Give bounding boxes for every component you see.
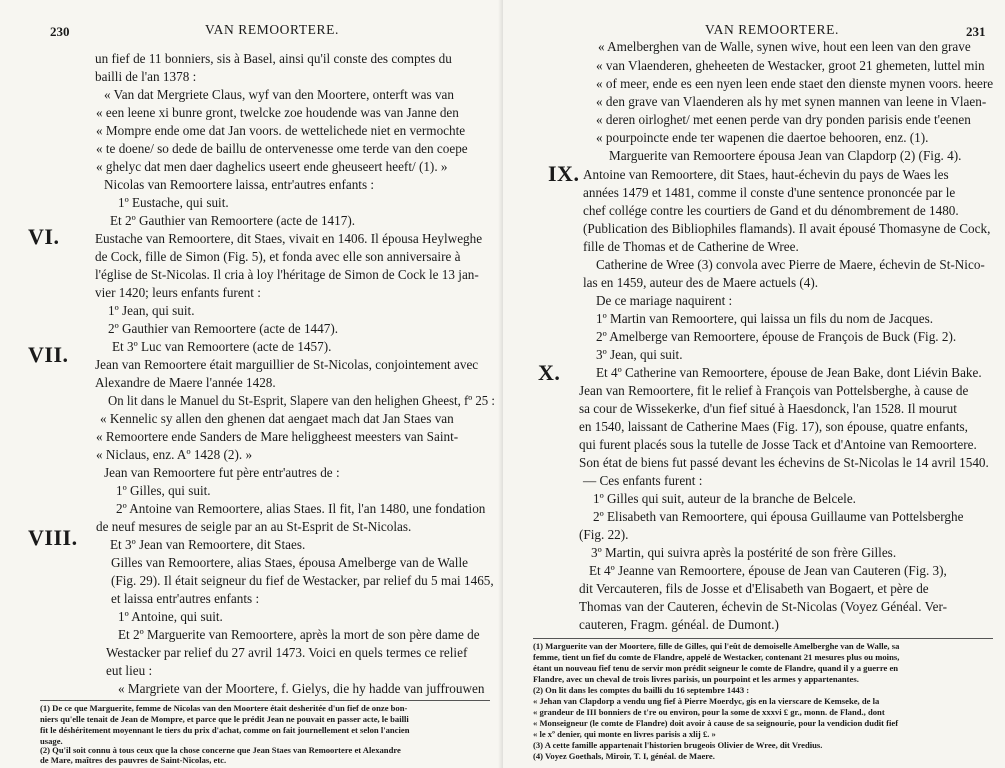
text-line: 3º Jean, qui suit. bbox=[596, 347, 683, 362]
text-line: 2º Elisabeth van Remoortere, qui épousa Guillaume van Pottelsberghe bbox=[593, 509, 964, 524]
footnote-line: « Jehan van Clapdorp a vendu ung fief à Pierre Moerdyc, gis en la vierscare de Kemseke, de la bbox=[533, 696, 880, 706]
text-line: 2º Gauthier van Remoortere (acte de 1447). bbox=[108, 321, 339, 336]
text-line: On lit dans le Manuel du St-Esprit, Slapere van den helighen Gheest, fº 25 : bbox=[108, 393, 495, 408]
text-line: Et 3º Luc van Remoortere (acte de 1457). bbox=[112, 339, 332, 354]
footnote-line: « Monseigneur (le comte de Flandre) doit avoir à cause de sa seignourie, pour la vendicion dudit fief bbox=[533, 718, 899, 728]
right-page bbox=[503, 0, 1005, 768]
text-line: cauteren, Fragm. généal. de Dumont.) bbox=[579, 617, 779, 632]
text-line: (Fig. 22). bbox=[579, 527, 629, 542]
text-line: 2º Antoine van Remoortere, alias Staes. Il fit, l'an 1480, une fondation bbox=[116, 501, 486, 516]
generation-x: X. bbox=[538, 360, 561, 385]
text-line: sa cour de Wissekerke, d'un fief situé à Haesdonck, l'an 1528. Il mourut bbox=[579, 401, 957, 416]
text-line: « Mompre ende ome dat Jan voors. de wettelichede niet en vermochte bbox=[96, 123, 466, 138]
text-line: « ghelyc dat men daer daghelics useert ende gheuseert heeft/ (1). » bbox=[96, 159, 448, 174]
footnote-line: fit le déshéritement moyennant le tiers du prix d'achat, comme on fait journellement et selon l'ancien bbox=[40, 725, 410, 735]
text-line: — Ces enfants furent : bbox=[583, 473, 703, 488]
text-line: « of meer, ende es een nyen leen ende staet den dienste mynen voors. heere bbox=[596, 76, 994, 91]
text-line: Catherine de Wree (3) convola avec Pierre de Maere, échevin de St-Nico- bbox=[596, 257, 985, 272]
text-line: las en 1459, auteur des de Maere actuels (4). bbox=[583, 275, 819, 290]
text-line: un fief de 11 bonniers, sis à Basel, ainsi qu'il conste des comptes du bbox=[95, 51, 452, 66]
page-number-left: 230 bbox=[50, 24, 70, 39]
footnote-line: « le xº denier, qui monte en livres parisis a xlij £. » bbox=[533, 729, 716, 739]
footnote-line: femme, tient un fief du comte de Flandre, appelé de Westacker, contenant 21 mesures plus ou moins, bbox=[533, 652, 900, 662]
generation-vi: VI. bbox=[28, 224, 60, 249]
footnote-line: (1) Marguerite van der Moortere, fille de Gilles, qui l'eût de demoiselle Amelberghe van de Walle, sa bbox=[533, 641, 900, 651]
footnote-line: usage. bbox=[40, 736, 63, 746]
text-line: « pourpoincte ende ter wapenen die daertoe behooren, enz. (1). bbox=[596, 130, 929, 145]
text-line: Jean van Remoortere, fit le relief à François van Pottelsberghe, à cause de bbox=[579, 383, 969, 398]
text-line: de Cock, fille de Simon (Fig. 5), et fonda avec elle son anniversaire à bbox=[95, 249, 461, 264]
footnote-rule bbox=[533, 638, 993, 639]
text-line: Nicolas van Remoortere laissa, entr'autres enfants : bbox=[104, 177, 375, 192]
text-line: « Margriete van der Moortere, f. Gielys, die hy hadde van juffrouwen bbox=[118, 681, 485, 696]
text-line: eut lieu : bbox=[106, 663, 153, 678]
text-line: de neuf mesures de seigle par an au St-Esprit de St-Nicolas. bbox=[96, 519, 412, 534]
running-head-left: VAN REMOORTERE. bbox=[205, 22, 339, 37]
text-line: 3º Martin, qui suivra après la postérité de son frère Gilles. bbox=[591, 545, 897, 560]
text-line: Westacker par relief du 27 avril 1473. Voici en quels termes ce relief bbox=[106, 645, 468, 660]
page-number-right: 231 bbox=[966, 24, 986, 39]
footnote-line: « grandeur de III bonniers de t're ou environ, pour la some de xxxvi £ gr., monn. de Fland., dont bbox=[533, 707, 885, 717]
footnote-line: niers qu'elle tenait de Jean de Mompre, et parce que le prédit Jean ne pouvait en passer acte, le bailli bbox=[40, 714, 409, 724]
text-line: Et 4º Jeanne van Remoortere, épouse de Jean van Cauteren (Fig. 3), bbox=[589, 563, 947, 578]
text-line: bailli de l'an 1378 : bbox=[95, 69, 197, 84]
footnote-line: Flandre, avec un cheval de trois livres parisis, un pourpoint et les armes y appartenantes. bbox=[533, 674, 859, 684]
text-line: Alexandre de Maere l'année 1428. bbox=[95, 375, 276, 390]
text-line: « deren oirloghet/ met eenen perde van dry ponden parisis ende t'eenen bbox=[596, 112, 971, 127]
footnote-line: (4) Voyez Goethals, Miroir, T. I, généal. de Maere. bbox=[533, 751, 715, 761]
text-line: Et 3º Jean van Remoortere, dit Staes. bbox=[110, 537, 306, 552]
generation-vii: VII. bbox=[28, 342, 69, 367]
text-line: 1º Martin van Remoortere, qui laissa un fils du nom de Jacques. bbox=[596, 311, 934, 326]
text-line: Jean van Remoortere était marguillier de St-Nicolas, conjointement avec bbox=[95, 357, 479, 372]
text-line: vier 1420; leurs enfants furent : bbox=[95, 285, 261, 300]
running-head-right: VAN REMOORTERE. bbox=[705, 22, 839, 37]
text-line: Gilles van Remoortere, alias Staes, épousa Amelberge van de Walle bbox=[111, 555, 468, 570]
text-line: l'église de St-Nicolas. Il cria à loy l'héritage de Simon de Cock le 13 jan- bbox=[95, 267, 479, 282]
text-line: « van Vlaenderen, gheheeten de Westacker, groot 21 ghemeten, luttel min bbox=[596, 58, 985, 73]
generation-ix: IX. bbox=[548, 161, 580, 186]
text-line: Marguerite van Remoortere épousa Jean van Clapdorp (2) (Fig. 4). bbox=[609, 148, 962, 163]
text-line: Thomas van der Cauteren, échevin de St-Nicolas (Voyez Généal. Ver- bbox=[579, 599, 947, 614]
footnote-line: (3) A cette famille appartenait l'historien brugeois Olivier de Wree, dit Vredius. bbox=[533, 740, 823, 750]
text-line: 1º Gilles qui suit, auteur de la branche de Belcele. bbox=[593, 491, 856, 506]
generation-viii: VIII. bbox=[28, 525, 78, 550]
text-line: Son état de biens fut passé devant les échevins de St-Nicolas le 14 avril 1540. bbox=[579, 455, 989, 470]
text-line: « een leene xi bunre gront, twelcke zoe houdende was van Janne den bbox=[96, 105, 459, 120]
text-line: 1º Antoine, qui suit. bbox=[118, 609, 223, 624]
text-line: « Van dat Mergriete Claus, wyf van den Moortere, onterft was van bbox=[104, 87, 454, 102]
text-line: fille de Thomas et de Catherine de Wree. bbox=[583, 239, 799, 254]
text-line: « Amelberghen van de Walle, synen wive, hout een leen van den grave bbox=[598, 39, 971, 54]
text-line: « den grave van Vlaenderen als hy met synen mannen van leene in Vlaen- bbox=[596, 94, 987, 109]
footnote-line: de Mare, maîtres des pauvres de Saint-Nicolas, etc. bbox=[40, 755, 227, 765]
text-line: Et 4º Catherine van Remoortere, épouse de Jean Bake, dont Liévin Bake. bbox=[596, 365, 982, 380]
text-line: « Remoortere ende Sanders de Mare heliggheest meesters van Saint- bbox=[96, 429, 459, 444]
footnote-line: étant un nouveau fief tenu de servir mon prédit seigneur le comte de Flandre, quand il y a guerre en bbox=[533, 663, 899, 673]
text-line: en 1540, laissant de Catherine Maes (Fig. 17), son épouse, quatre enfants, bbox=[579, 419, 968, 434]
text-line: « Kennelic sy allen den ghenen dat aengaet mach dat Jan Staes van bbox=[100, 411, 454, 426]
text-line: années 1479 et 1481, comme il conste d'une sentence prononcée par le bbox=[583, 185, 956, 200]
text-line: qui furent placés sous la tutelle de Josse Tack et d'Antoine van Remoortere. bbox=[579, 437, 977, 452]
text-line: chef collége contre les courtiers de Gand et du dénombrement de 1480. bbox=[583, 203, 959, 218]
footnote-line: (2) Qu'il soit connu à tous ceux que la chose concerne que Jean Staes van Remoortere et Alexandre bbox=[40, 745, 401, 755]
text-line: 1º Eustache, qui suit. bbox=[118, 195, 229, 210]
footnote-line: (1) De ce que Marguerite, femme de Nicolas van den Moortere était desheritée d'un fief de onze bon- bbox=[40, 703, 408, 713]
text-line: 1º Jean, qui suit. bbox=[108, 303, 195, 318]
text-line: De ce mariage naquirent : bbox=[596, 293, 733, 308]
text-line: (Fig. 29). Il était seigneur du fief de Westacker, par relief du 5 mai 1465, bbox=[111, 573, 494, 588]
text-line: « te doene/ so dede de baillu de ontervenesse ome terde van den coepe bbox=[96, 141, 468, 156]
text-line: Et 2º Marguerite van Remoortere, après la mort de son père dame de bbox=[118, 627, 480, 642]
text-line: 2º Amelberge van Remoortere, épouse de François de Buck (Fig. 2). bbox=[596, 329, 957, 344]
text-line: Et 2º Gauthier van Remoortere (acte de 1417). bbox=[110, 213, 356, 228]
text-line: Jean van Remoortere fut père entr'autres de : bbox=[104, 465, 340, 480]
text-line: Eustache van Remoortere, dit Staes, vivait en 1406. Il épousa Heylweghe bbox=[95, 231, 483, 246]
text-line: « Niclaus, enz. Aº 1428 (2). » bbox=[96, 447, 253, 462]
text-line: dit Vercauteren, fils de Josse et d'Elisabeth van Bogaert, et père de bbox=[579, 581, 929, 596]
text-line: 1º Gilles, qui suit. bbox=[116, 483, 211, 498]
footnote-rule bbox=[40, 700, 490, 701]
text-line: et laissa entr'autres enfants : bbox=[111, 591, 260, 606]
text-line: Antoine van Remoortere, dit Staes, haut-échevin du pays de Waes les bbox=[583, 167, 949, 182]
footnote-line: (2) On lit dans les comptes du bailli du 16 septembre 1443 : bbox=[533, 685, 750, 695]
text-line: (Publication des Bibliophiles flamands). Il avait épousé Thomasyne de Cock, bbox=[583, 221, 991, 236]
